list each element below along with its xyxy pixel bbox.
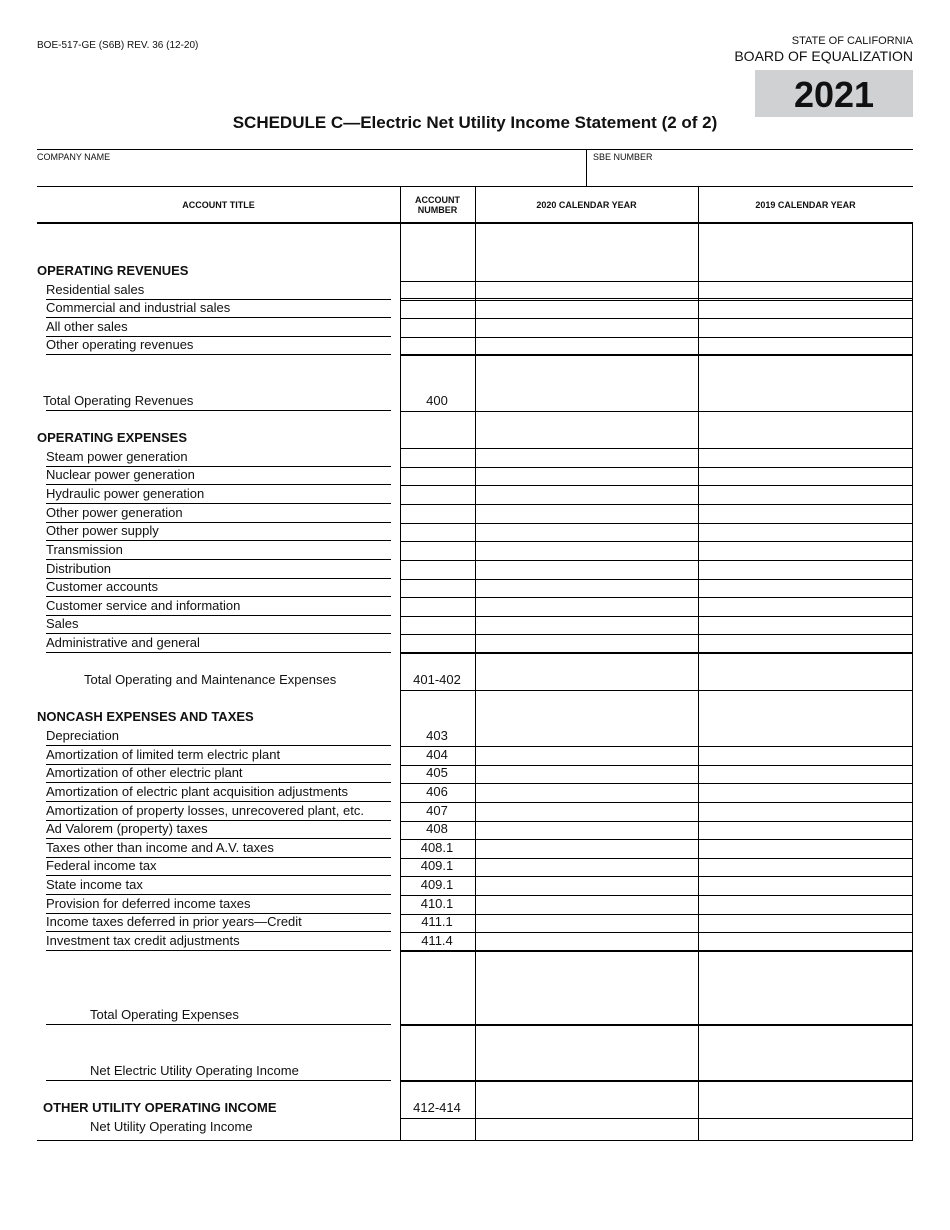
leader-line xyxy=(46,317,391,318)
row-customer-accounts[interactable] xyxy=(37,578,913,597)
row-deferred-prior[interactable] xyxy=(37,913,913,932)
row-label: Investment tax credit adjustments xyxy=(46,933,243,948)
col-2020: 2020 CALENDAR YEAR xyxy=(536,200,637,210)
row-deferred-taxes[interactable] xyxy=(37,895,913,914)
account-number: 403 xyxy=(426,728,448,743)
page-title: SCHEDULE C—Electric Net Utility Income Statement (2 of 2) xyxy=(232,113,718,132)
leader-line xyxy=(46,410,391,411)
grid-h-652 xyxy=(400,652,913,653)
row-label: Other operating revenues xyxy=(46,337,196,352)
grid-h-950 xyxy=(400,950,913,951)
row-other-operating-revenues[interactable] xyxy=(37,336,913,355)
row-operating-revenues xyxy=(37,262,913,281)
leader-line xyxy=(46,1080,391,1081)
row-label: OTHER UTILITY OPERATING INCOME xyxy=(43,1100,280,1115)
account-number: 405 xyxy=(426,765,448,780)
col-account-title: ACCOUNT TITLE xyxy=(182,200,255,210)
row-label: Total Operating Expenses xyxy=(90,1007,242,1022)
row-rule xyxy=(400,411,913,412)
row-steam[interactable] xyxy=(37,448,913,467)
row-distribution[interactable] xyxy=(37,560,913,579)
leader-line xyxy=(46,931,391,932)
leader-line xyxy=(46,745,391,746)
account-number: 412-414 xyxy=(413,1100,461,1115)
leader-line xyxy=(46,782,391,783)
account-number: 409.1 xyxy=(420,858,454,873)
leader-line xyxy=(46,950,391,951)
leader-line xyxy=(46,1024,391,1025)
row-depreciation[interactable] xyxy=(37,727,913,746)
row-commercial-sales[interactable] xyxy=(37,299,913,318)
leader-line xyxy=(46,652,391,653)
row-other-utility-income[interactable] xyxy=(37,1099,913,1118)
row-customer-service[interactable] xyxy=(37,597,913,616)
account-number: 404 xyxy=(426,747,448,762)
account-number: 401-402 xyxy=(413,672,461,687)
row-label: Hydraulic power generation xyxy=(46,486,207,501)
row-label: Amortization of other electric plant xyxy=(46,765,246,780)
sbe-number-field[interactable] xyxy=(593,163,913,185)
row-taxes-other[interactable] xyxy=(37,839,913,858)
row-label: Taxes other than income and A.V. taxes xyxy=(46,840,277,855)
leader-line xyxy=(46,354,391,355)
leader-line xyxy=(46,615,391,616)
leader-line xyxy=(46,838,391,839)
row-label: Provision for deferred income taxes xyxy=(46,896,253,911)
row-label: Other power supply xyxy=(46,523,162,538)
row-amort-losses[interactable] xyxy=(37,802,913,821)
leader-line xyxy=(46,875,391,876)
row-total-om-expenses[interactable] xyxy=(37,671,913,690)
row-label: State income tax xyxy=(46,877,146,892)
row-label: OPERATING REVENUES xyxy=(37,263,191,278)
row-label: Net Electric Utility Operating Income xyxy=(90,1063,302,1078)
account-number: 406 xyxy=(426,784,448,799)
grid-h-298 xyxy=(400,298,913,299)
account-number: 408 xyxy=(426,821,448,836)
row-net-electric-income[interactable] xyxy=(37,1062,913,1081)
grid-h-1024 xyxy=(400,1024,913,1025)
row-label: Nuclear power generation xyxy=(46,467,198,482)
leader-line xyxy=(46,484,391,485)
row-label: Administrative and general xyxy=(46,635,203,650)
row-label: Amortization of limited term electric plant xyxy=(46,747,283,762)
account-number: 400 xyxy=(426,393,448,408)
row-label: Income taxes deferred in prior years—Credit xyxy=(46,914,305,929)
account-number: 411.1 xyxy=(421,914,453,929)
leader-line xyxy=(46,559,391,560)
table-bottom-rule xyxy=(37,1140,913,1141)
row-label: Residential sales xyxy=(46,282,147,297)
row-residential-sales[interactable] xyxy=(37,281,913,300)
row-label: Total Operating and Maintenance Expenses xyxy=(84,672,339,687)
row-other-power-supply[interactable] xyxy=(37,522,913,541)
col-2019: 2019 CALENDAR YEAR xyxy=(755,200,856,210)
form-number: BOE-517-GE (S6B) REV. 36 (12-20) xyxy=(37,40,199,51)
row-amort-acquisition[interactable] xyxy=(37,783,913,802)
row-total-operating-revenues[interactable] xyxy=(37,392,913,411)
sbe-number-label: SBE NUMBER xyxy=(593,152,653,162)
row-transmission[interactable] xyxy=(37,541,913,560)
row-amort-limited[interactable] xyxy=(37,746,913,765)
row-nuclear[interactable] xyxy=(37,466,913,485)
field-divider xyxy=(586,149,587,186)
row-ad-valorem[interactable] xyxy=(37,820,913,839)
row-label: Net Utility Operating Income xyxy=(90,1119,256,1134)
row-label: Amortization of electric plant acquisition adjustments xyxy=(46,784,351,799)
row-amort-other[interactable] xyxy=(37,764,913,783)
account-number: 407 xyxy=(426,803,448,818)
row-sales[interactable] xyxy=(37,615,913,634)
row-investment-tax-credit[interactable] xyxy=(37,932,913,951)
leader-line xyxy=(46,540,391,541)
grid-h-354 xyxy=(400,354,913,355)
row-hydraulic[interactable] xyxy=(37,485,913,504)
leader-line xyxy=(46,894,391,895)
row-state-income-tax[interactable] xyxy=(37,876,913,895)
leader-line xyxy=(46,596,391,597)
row-label: Ad Valorem (property) taxes xyxy=(46,821,211,836)
row-net-utility-income[interactable] xyxy=(37,1118,913,1137)
company-name-label: COMPANY NAME xyxy=(37,152,111,162)
row-label: Customer accounts xyxy=(46,579,161,594)
row-label: Transmission xyxy=(46,542,126,557)
row-noncash-expenses xyxy=(37,708,913,727)
account-number: 411.4 xyxy=(421,933,453,948)
account-number: 408.1 xyxy=(420,840,454,855)
year-badge: 2021 xyxy=(755,70,913,117)
row-administrative-general[interactable] xyxy=(37,634,913,653)
row-label: NONCASH EXPENSES AND TAXES xyxy=(37,709,257,724)
row-label: Amortization of property losses, unrecovered plant, etc. xyxy=(46,803,367,818)
row-federal-income-tax[interactable] xyxy=(37,857,913,876)
row-label: Depreciation xyxy=(46,728,122,743)
leader-line xyxy=(46,633,391,634)
row-label: OPERATING EXPENSES xyxy=(37,430,190,445)
row-label: Commercial and industrial sales xyxy=(46,300,233,315)
account-number: 410.1 xyxy=(420,896,454,911)
row-total-operating-expenses[interactable] xyxy=(37,1006,913,1025)
col-account-number: ACCOUNT NUMBER xyxy=(415,195,460,215)
row-operating-expenses xyxy=(37,429,913,448)
account-number: 409.1 xyxy=(420,877,454,892)
row-label: Distribution xyxy=(46,561,114,576)
company-name-field[interactable] xyxy=(37,163,586,185)
grid-h-1080 xyxy=(400,1080,913,1081)
row-all-other-sales[interactable] xyxy=(37,318,913,337)
leader-line xyxy=(46,801,391,802)
row-label: Customer service and information xyxy=(46,598,243,613)
row-label: Total Operating Revenues xyxy=(43,393,196,408)
row-label: All other sales xyxy=(46,319,131,334)
row-label: Other power generation xyxy=(46,505,186,520)
row-rule xyxy=(400,690,913,691)
row-label: Steam power generation xyxy=(46,449,191,464)
row-label: Federal income tax xyxy=(46,858,160,873)
state-name: STATE OF CALIFORNIA xyxy=(791,35,913,47)
board-name: BOARD OF EQUALIZATION xyxy=(734,48,913,64)
leader-line xyxy=(46,503,391,504)
row-other-power-generation[interactable] xyxy=(37,504,913,523)
row-label: Sales xyxy=(46,616,82,631)
top-rule xyxy=(37,149,913,150)
